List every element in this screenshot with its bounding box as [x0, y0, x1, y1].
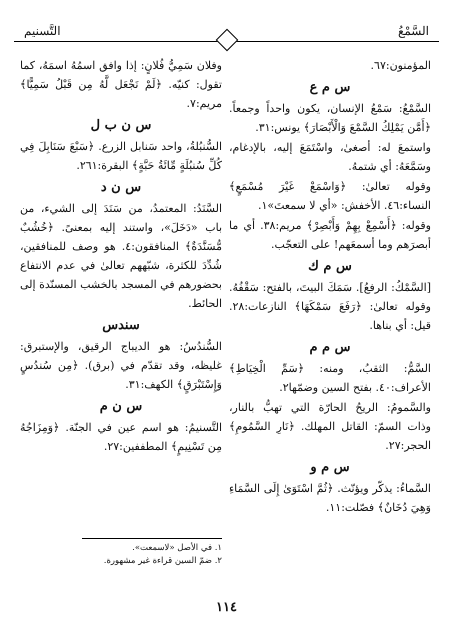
- entry-heading: س ن د: [100, 180, 142, 195]
- page-header: [14, 10, 439, 42]
- footnotes: [20, 538, 222, 568]
- entry-paragraph: السَّمُّ: الثقبُ، ومنه: ﴿سَمِّ الْخِيَاطِ﴾ الأعراف:٤٠. بفتح السين وضمّها٢.: [229, 362, 431, 394]
- entry-paragraph: وفلان سَمِيُّ فُلانٍ: إذا وافق اسمُهُ اسمَهُ، كما تقول: كنيّه. ﴿لَمْ نَجْعَل لَّهُ مِن قَبْلُ سَمِيًّا﴾ مريم:٧.: [20, 59, 222, 110]
- entry-paragraph: والسَّمومُ: الريحُ الحارّة التي تهبُّ بالنار، وذات السمّ: القاتل المهلك. ﴿نَارِ السَّمُومِ﴾ الحجر:٢٧.: [229, 401, 431, 452]
- entry-paragraph: وقوله تعالىٰ: ﴿وَاسْمَعْ غَيْرَ مُسْمَعٍ﴾ النساء:٤٦. الأخفش: «أي لا سمعتَ»١.: [229, 180, 431, 212]
- diamond-ornament-icon: [215, 29, 238, 52]
- entry-paragraph: واستمعَ له: أصغىٰ، واسْتَمَعَ إليه، بالإدغام، وسَمَّعَهُ: أي شتمهُ.: [229, 141, 431, 173]
- left-column: [20, 56, 222, 457]
- entry-paragraph: السَّمْعُ: سَمْعُ الإنسان، يكون واحداً وجمعاً. ﴿أَمَّن يَمْلِكُ السَّمْعَ وَالْأَبْصَارَ﴾ يونس:٣١.: [229, 102, 431, 134]
- right-column: [229, 56, 431, 518]
- entry-paragraph: المؤمنون:٦٧.: [370, 59, 431, 72]
- entry-heading: س م م: [309, 340, 351, 355]
- entry-paragraph: السُّنبُلةُ، واحد سَنابل الزرع. ﴿سَبْعَ سَنَابِلَ فِي كُلِّ سُنبُلَةٍ مِّائَةُ حَبَّةٍ﴾ البقرة:٢٦١.: [20, 140, 222, 172]
- header-left-title: التَّسنيم: [24, 24, 61, 38]
- entry-paragraph: وقوله: ﴿أَسْمِعْ بِهِمْ وَأَبْصِرْ﴾ مريم:٣٨. أي ما أبصرَهم وما أسمعَهم! على التعجّب.: [229, 219, 431, 251]
- page-number: ١١٤: [216, 600, 237, 615]
- entry-heading: س ن ب ل: [90, 118, 152, 133]
- entry-heading: سندس: [102, 318, 140, 333]
- entry-heading: س م و: [310, 460, 350, 475]
- entry-heading: س م ك: [308, 259, 352, 274]
- footnote-rule: [82, 538, 222, 539]
- entry-paragraph: التَّسنيمُ: هو اسم عين في الجنّة. ﴿وَمِزَاجُهُ مِن تَسْنِيمٍ﴾ المطففين:٢٧.: [20, 421, 222, 453]
- footnote-1: ١. في الأصل «لاسمعت».: [132, 543, 222, 553]
- entry-heading: س ن م: [99, 399, 143, 414]
- entry-paragraph: السَّماءُ: يذكّر ويؤنّث. ﴿ثُمَّ اسْتَوَىٰ إِلَى السَّمَاءِ وَهِيَ دُخَانٌ﴾ فصّلت:١١.: [229, 482, 431, 514]
- entry-paragraph: السَّنَدُ: المعتمدُ، من سَنَدَ إلى الشيء، من باب «دَخَلَ»، واستند إليه بمعنىً. ﴿خُشُبٌ مُّسَنَّدَةٌ﴾ المنافقون:٤. هو وصف للمنافقين، شُدِّدَ للكثرة، شبّههم تعالىٰ في عدم الانتفاع بحضورهم في المسجد بالخشب المسنّدة إلى الحائط.: [20, 202, 222, 310]
- footnote-2: ٢. ضمّ السين قراءة غير مشهورة.: [103, 556, 222, 566]
- header-right-title: السَّمْعُ: [397, 24, 429, 38]
- entry-heading: س م ع: [309, 80, 351, 95]
- entry-paragraph: [السَّمْكُ: الرفعُ]. سَمَكَ البيتَ، بالفتح: سَقْفُهُ. وقوله تعالىٰ: ﴿رَفَعَ سَمْكَهَا﴾ النازعات:٢٨. قيل: أي بناها.: [229, 281, 431, 332]
- entry-paragraph: السُّندُسُ: هو الديباج الرقيق، والإستبرق: غليظه، وقد تقدّم في (برق). ﴿مِن سُندُسٍ وَإِسْتَبْرَقٍ﴾ الكهف:٣١.: [20, 340, 222, 391]
